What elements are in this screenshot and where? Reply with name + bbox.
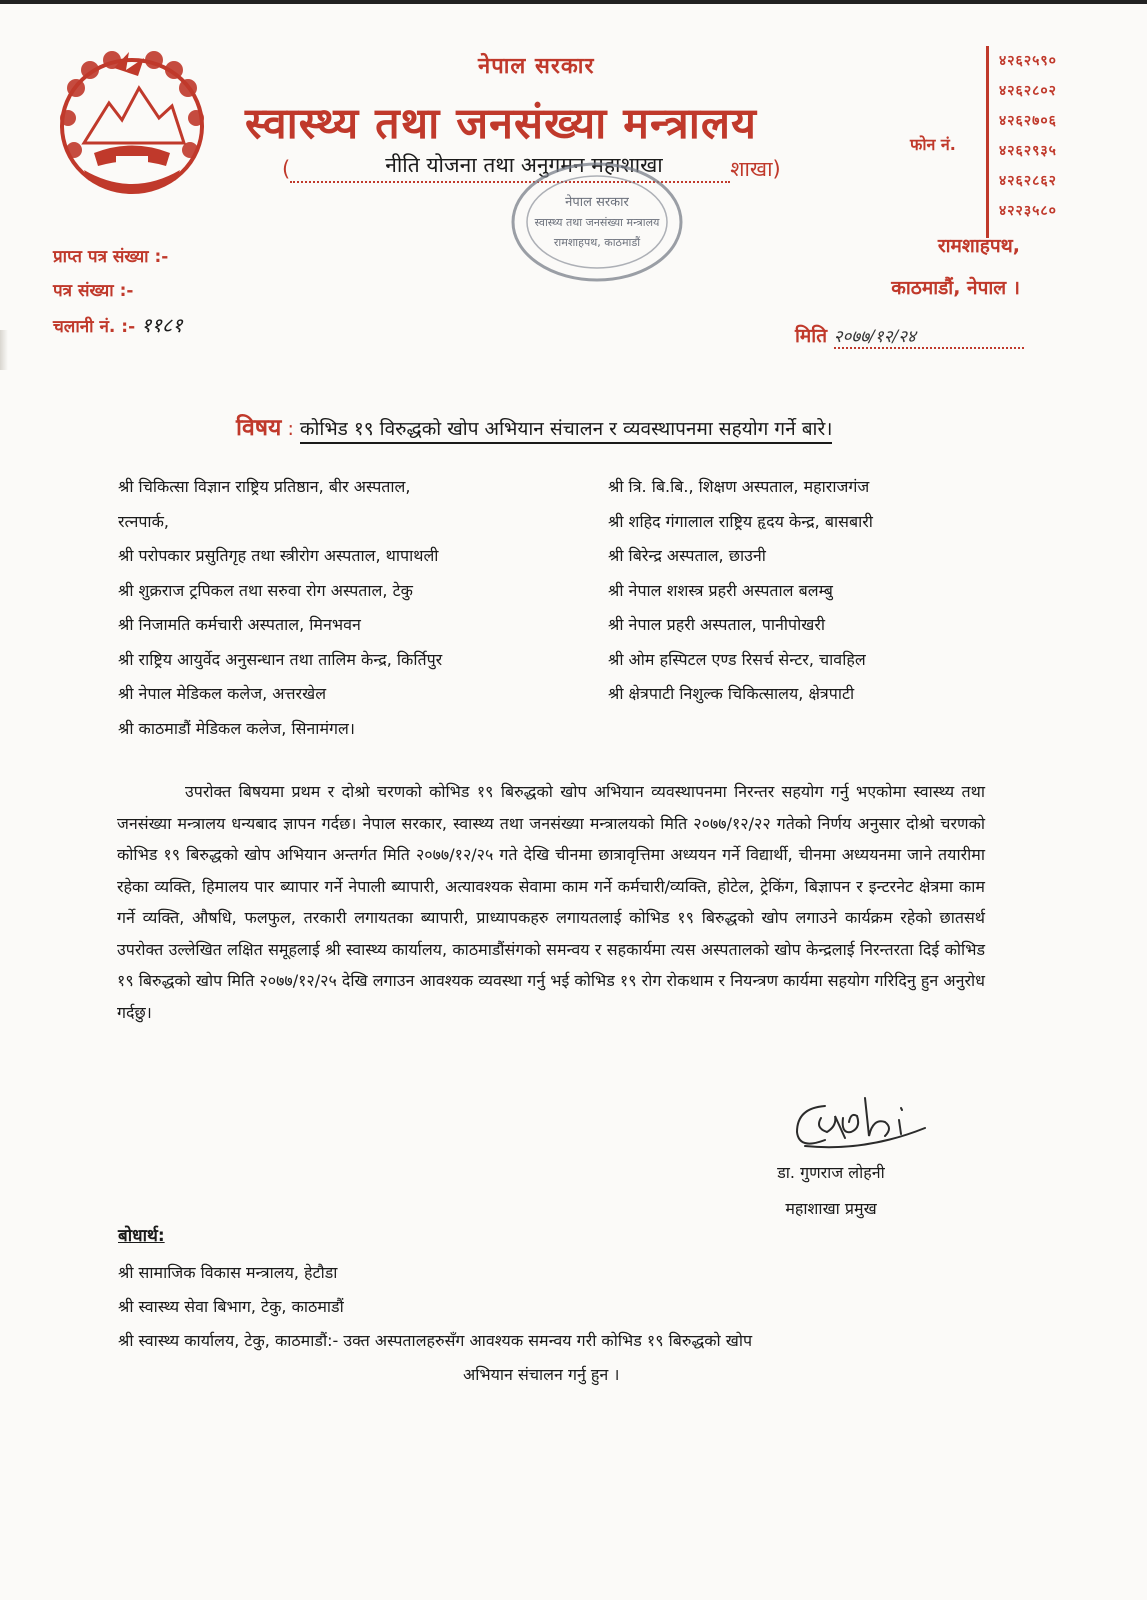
phone-number: ४२६२८०२ [999,83,1057,99]
address-line-2: काठमाडौं, नेपाल । [891,277,1020,299]
scan-edge [0,0,1147,4]
recipient-item: श्री शुक्रराज ट्रपिकल तथा सरुवा रोग अस्पताल, टेकु [118,580,413,600]
cc-heading: बोधार्थ: [118,1226,165,1246]
letter-number-label: पत्र संख्या :- [53,281,134,301]
address-line-1: रामशाहपथ, [937,235,1020,257]
recipient-item: रत्नपार्क, [118,511,169,531]
ministry-title: स्वास्थ्य तथा जनसंख्या मन्त्रालय [245,99,757,149]
phone-number: ४२६२५९० [999,53,1057,69]
government-title: नेपाल सरकार [478,54,595,79]
page-fold-shadow [0,330,8,370]
cc-item: श्री सामाजिक विकास मन्त्रालय, हेटौडा [118,1263,338,1282]
recipient-item: श्री नेपाल प्रहरी अस्पताल, पानीपोखरी [608,615,826,634]
recipient-item: श्री क्षेत्रपाटी निशुल्क चिकित्सालय, क्षेत्रपाटी [608,684,855,703]
address-block [820,225,1020,309]
phone-label: फोन नं. [910,135,956,154]
recipients-left-column [118,470,588,746]
dispatch-number: ११८१ [141,313,183,337]
nepal-emblem-icon [54,48,210,198]
cc-list [118,1256,988,1392]
signatory-name: डा. गुणराज लोहनी [777,1163,885,1182]
reference-block [53,240,183,344]
subject-separator: : [287,418,294,440]
phone-number: ४२६२८६२ [999,173,1057,189]
phone-number: ४२६२९३५ [999,143,1057,159]
recipient-item: श्री परोपकार प्रसुतिगृह तथा स्त्रीरोग अस्पताल, थापाथली [118,546,439,565]
stamp-line-2: स्वास्थ्य तथा जनसंख्या मन्त्रालय [534,216,660,229]
division-suffix: शाखा) [730,157,781,181]
cc-item-continuation: अभियान संचालन गर्नु हुन । [463,1365,620,1384]
phone-number: ४२६२७०६ [999,113,1057,129]
signatory-block [756,1155,906,1227]
cc-item: श्री स्वास्थ्य सेवा बिभाग, टेकु, काठमाडौं [118,1297,344,1316]
office-stamp [508,160,686,284]
phone-number: ४२२३५८० [999,203,1057,219]
division-name: नीति योजना तथा अनुगमन महाशाखा [385,153,663,177]
stamp-line-1: नेपाल सरकार [565,195,629,210]
recipient-item: श्री नेपाल मेडिकल कलेज, अत्तरखेल [118,684,327,703]
recipient-item: श्री चिकित्सा विज्ञान राष्ट्रिय प्रतिष्ठान, बीर अस्पताल, [118,477,411,496]
recipient-item: श्री ओम हस्पिटल एण्ड रिसर्च सेन्टर, चावहिल [608,649,866,669]
date-label: मिति [795,325,828,347]
recipients-right-column [608,470,1048,712]
recipient-item: श्री नेपाल शशस्त्र प्रहरी अस्पताल बलम्बु [608,580,833,600]
stamp-line-3: रामशाहपथ, काठमाडौं [553,236,641,249]
phone-number-list [986,46,1069,238]
letter-body: उपरोक्त बिषयमा प्रथम र दोश्रो चरणको कोभिड १९ बिरुद्धको खोप अभियान व्यवस्थापनमा निरन्तर सहयोग गर्नु भएकोमा स्वास्थ्य तथा जनसंख्या मन्त्रालय धन्यबाद ज्ञापन गर्दछ। नेपाल सरकार, स्वास्थ्य तथा जनसंख्या मन्त्रालयको मिति २०७७/१२/२२ गतेको निर्णय अनुसार दोश्रो चरणको कोभिड १९ बिरुद्धको खोप अभियान अन्तर्गत मिति २०७७/१२/२५ गते देखि चीनमा छात्रावृत्तिमा अध्ययन गर्ने विद्यार्थी, चीनमा अध्ययनमा जाने तयारीमा रहेका व्यक्ति, हिमालय पार ब्यापार गर्ने नेपाली ब्यापारी, अत्यावश्यक सेवामा काम गर्ने कर्मचारी/व्यक्ति, होटेल, ट्रेकिंग, बिज्ञापन र इन्टरनेट क्षेत्रमा काम गर्ने व्यक्ति, औषधि, फलफुल, तरकारी लगायतका ब्यापारी, प्राध्यापकहरु लगायतलाई कोभिड १९ बिरुद्धको खोप लगाउने कार्यक्रम रहेको छातसर्थ उपरोक्त उल्लेखित लक्षित समूहलाई श्री स्वास्थ्य कार्यालय, काठमाडौंसंगको समन्वय र सहकार्यमा त्यस अस्पतालको खोप केन्द्रलाई निरन्तरता दिई कोभिड १९ बिरुद्धको खोप मिति २०७७/१२/२५ देखि लगाउन आवश्यक व्यवस्था गर्नु भई कोभिड १९ रोग रोकथाम र नियन्त्रण कार्यमा सहयोग गरिदिनु हुन अनुरोध गर्दछु। [117,782,985,1022]
recipient-item: श्री त्रि. बि.बि., शिक्षण अस्पताल, महाराजगंज [608,477,870,496]
subject-line [236,410,832,442]
division-open-paren: ( [282,157,291,181]
cc-item: श्री स्वास्थ्य कार्यालय, टेकु, काठमाडौं:- उक्त अस्पतालहरुसँग आवश्यक समन्वय गरी कोभिड १९ बिरुद्धको खोप [118,1331,753,1350]
recipient-item: श्री काठमाडौं मेडिकल कलेज, सिनामंगल। [118,718,355,738]
dispatch-row [53,308,183,344]
subject-text: कोभिड १९ विरुद्धको खोप अभियान संचालन र व्यवस्थापनमा सहयोग गर्ने बारे। [300,418,833,444]
recipient-item: श्री बिरेन्द्र अस्पताल, छाउनी [608,546,766,565]
date-row [795,322,1024,349]
dispatch-label: चलानी नं. :- [53,317,136,337]
subject-label: विषय [236,415,282,441]
recipient-item: श्री निजामति कर्मचारी अस्पताल, मिनभवन [118,615,361,634]
recipient-item: श्री शहिद गंगालाल राष्ट्रिय हृदय केन्द्र, बासबारी [608,511,873,531]
received-letter-label: प्राप्त पत्र संख्या :- [53,247,169,267]
recipient-item: श्री राष्ट्रिय आयुर्वेद अनुसन्धान तथा तालिम केन्द्र, किर्तिपुर [118,649,443,669]
signatory-title: महाशाखा प्रमुख [785,1199,877,1218]
date-value: २०७७/१२/२४ [834,324,1024,349]
handwritten-signature [785,1088,935,1154]
